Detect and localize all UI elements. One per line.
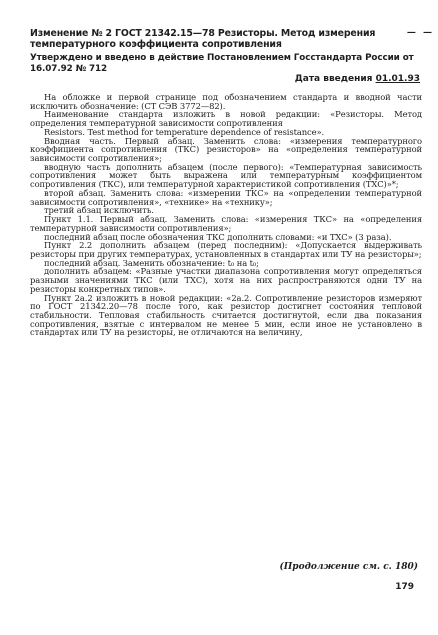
page-number: 179 (395, 582, 414, 592)
header-dash: — — (406, 28, 434, 38)
effective-date-value: 01.01.93 (375, 74, 420, 84)
paragraph: Вводная часть. Первый абзац. Заменить слова: «измерения температурного коэффициента сопротивления (ТКС) резисторов» на «определения температурной зависимости сопротивления»; (30, 135, 422, 164)
paragraph: Пункт 2а.2 изложить в новой редакции: «2а.2. Сопротивление резисторов измеряют по ГОСТ 21342.20—78 после того, как резистор достигнет состояния тепловой стабильности. Тепловая стабильность считается достигнутой, если два показания сопротивления, взятые с интервалом не менее 5 мин, если иное не установлено в стандартах или ТУ на резисторы, не отличаются на величину, (30, 292, 422, 338)
paragraph: вводную часть дополнить абзацем (после первого): «Температурная зависимость сопротивления может быть выражена или температурным коэффициентом сопротивления (ТКС), или температурной характеристикой сопротивления (ТХС)»*; (30, 161, 422, 190)
paragraph: третий абзац исключить. (44, 205, 154, 216)
paragraph: дополнить абзацем: «Разные участки диапазона сопротивления могут определяться разными значениями ТКС (или ТХС), хотя на них распространяются одни ТУ на резисторы конкретных типов». (30, 266, 422, 294)
document-body (30, 93, 422, 337)
effective-date-label: Дата введения (294, 74, 376, 84)
document-header (30, 28, 434, 50)
amendment-title: Изменение № 2 ГОСТ 21342.15—78 Резисторы. Метод измерения температурного коэффициента сопротивления (30, 28, 376, 50)
paragraph: последний абзац после обозначения ТКС дополнить словами: «и ТХС» (3 раза). (44, 231, 392, 242)
paragraph: Пункт 2.2 дополнить абзацем (перед последним): «Допускается выдерживать резисторы при других температурах, установленных в стандартах или ТУ на резисторы»; (30, 240, 422, 259)
paragraph: На обложке и первой странице под обозначением стандарта и вводной части исключить обозначение: (СТ СЭВ 3772—82). (30, 92, 422, 111)
paragraph: второй абзац. Заменить слова: «измерении ТКС» на «определении температурной зависимости сопротивления», «технике» на «технику»; (30, 187, 422, 207)
approval-statement: Утверждено и введено в действие Постановлением Госстандарта России от 16.07.92 № 712 (30, 53, 414, 74)
continuation-note: (Продолжение см. с. 180) (279, 562, 418, 572)
paragraph: Наименование стандарта изложить в новой редакции: «Резисторы. Метод определения температурной зависимости сопротивления (30, 109, 422, 129)
paragraph: последний абзац. Заменить обозначение: t₀ на t₀; (44, 257, 259, 268)
paragraph: Пункт 1.1. Первый абзац. Заменить слова: «измерения ТКС» на «определения температурной зависимости сопротивления»; (30, 214, 422, 233)
effective-date (295, 74, 420, 85)
paragraph: Resistors. Test method for temperature dependence of resistance». (44, 126, 325, 137)
